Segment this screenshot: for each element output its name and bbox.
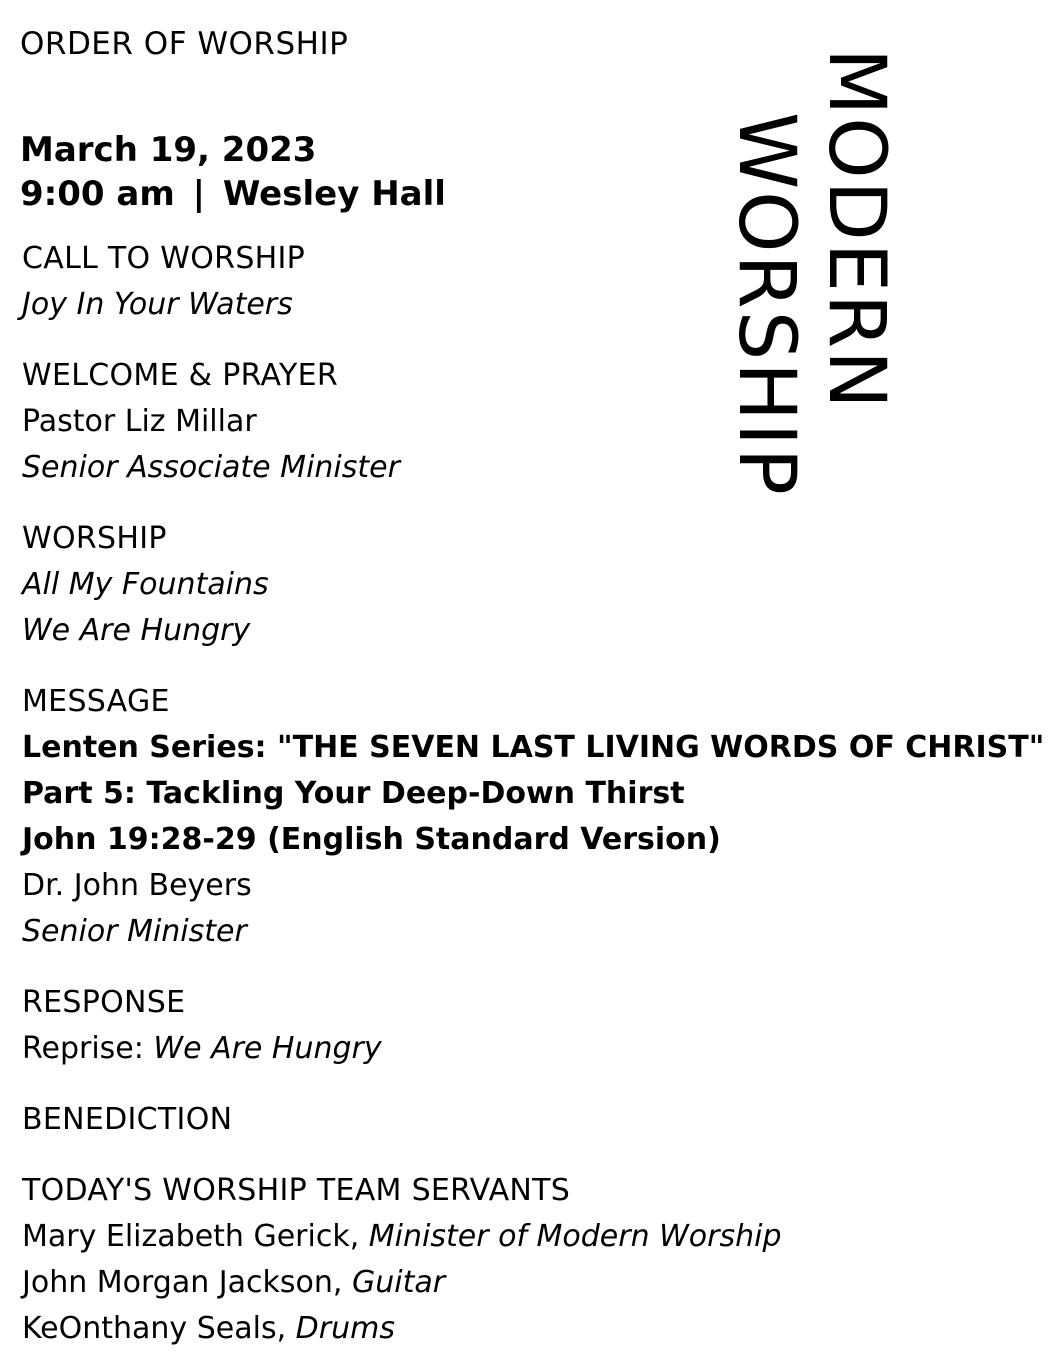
section-call-to-worship	[22, 236, 305, 328]
leader-name: Pastor Liz Millar	[22, 404, 257, 439]
service-date-block	[20, 128, 446, 216]
section-heading: CALL TO WORSHIP	[22, 241, 306, 276]
member-role: Minister of Modern Worship	[368, 1219, 782, 1254]
team-member	[22, 1214, 782, 1260]
team-member	[22, 1306, 782, 1352]
sermon-series: Lenten Series: "THE SEVEN LAST LIVING WORDS OF CHRIST"	[22, 730, 1045, 765]
page-title: ORDER OF WORSHIP	[20, 26, 349, 62]
service-date: March 19, 2023	[20, 130, 317, 170]
side-title-line-1: MODERN	[811, 48, 901, 411]
section-heading: BENEDICTION	[22, 1102, 233, 1137]
section-worship	[22, 516, 269, 654]
section-message	[22, 679, 1044, 955]
section-heading: WORSHIP	[22, 521, 167, 556]
service-time: 9:00 am	[20, 174, 175, 214]
team-member	[22, 1260, 782, 1306]
speaker-name: Dr. John Beyers	[22, 868, 252, 903]
response-line	[22, 1026, 382, 1072]
separator: |	[192, 174, 206, 214]
section-response	[22, 980, 382, 1072]
sermon-part: Part 5: Tackling Your Deep-Down Thirst	[22, 776, 685, 811]
section-heading: WELCOME & PRAYER	[22, 358, 339, 393]
section-heading: TODAY'S WORSHIP TEAM SERVANTS	[22, 1173, 571, 1208]
service-location: Wesley Hall	[222, 174, 446, 214]
member-role: Guitar	[351, 1265, 446, 1300]
section-heading: MESSAGE	[22, 684, 170, 719]
section-heading: RESPONSE	[22, 985, 186, 1020]
side-title-line-2: WORSHIP	[721, 112, 811, 497]
song-title: All My Fountains	[22, 567, 269, 602]
speaker-role: Senior Minister	[22, 914, 247, 949]
song-title: We Are Hungry	[22, 613, 251, 648]
leader-role: Senior Associate Minister	[22, 450, 400, 485]
section-welcome-prayer	[22, 353, 400, 491]
member-name: John Morgan Jackson,	[22, 1265, 352, 1300]
section-benediction	[22, 1097, 232, 1143]
modern-worship-vertical-title	[721, 48, 901, 538]
member-role: Drums	[295, 1311, 395, 1346]
scripture-reference: John 19:28-29 (English Standard Version)	[22, 822, 721, 857]
service-time-location	[20, 172, 446, 216]
song-title: Joy In Your Waters	[22, 287, 293, 322]
member-name: Mary Elizabeth Gerick,	[22, 1219, 369, 1254]
section-worship-team	[22, 1168, 782, 1352]
song-title: We Are Hungry	[153, 1031, 382, 1066]
member-name: KeOnthany Seals,	[22, 1311, 296, 1346]
reprise-label: Reprise:	[22, 1031, 154, 1066]
